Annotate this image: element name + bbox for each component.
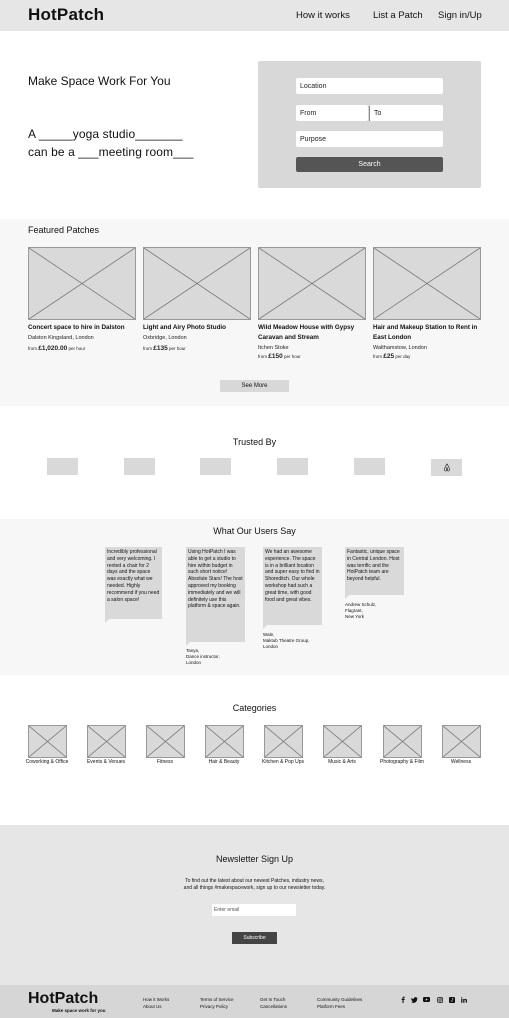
partner-logo [277,458,308,475]
card-location: Dalston Kingsland, London [28,335,94,341]
footer-logo[interactable]: HotPatch [28,990,99,1007]
category-label[interactable]: Fitness [156,759,174,765]
testimonial-author: Wale, Maktub Theatre Group, London [263,632,310,650]
card-location: Itchen Stoke [258,345,289,351]
partner-logo [354,458,385,475]
tiktok-icon[interactable] [448,996,455,1003]
purpose-input[interactable]: Purpose [296,131,443,147]
partner-logo [200,458,231,475]
testimonial-quote: Using HotPatch I was able to get a studio to hire within budget in such short notice! Absolute Stars! The host approved my booking immediately and we will definitely use this platform & space again. [186,547,245,642]
linkedin-icon[interactable] [460,996,467,1003]
card-price: from £1,020.00 per hour [28,345,86,352]
category-image[interactable] [323,725,362,758]
testimonial-quote: We had an awesome experience. The space is in a brilliant location and super easy to find in Shoreditch. Our whole workshop had such a great time, with good food and great vibes. [263,547,322,625]
from-input[interactable]: From [296,105,368,121]
category-label[interactable]: Wellness [450,759,472,765]
footer-tagline: Make space work for you [52,1008,106,1013]
see-more-button[interactable]: See More [220,380,289,392]
card-title[interactable]: Concert space to hire in Dalston [28,324,125,331]
hero-line-2: can be a ___meeting room___ [28,145,194,159]
newsletter-text: To find out the latest about our newest Patches, industry news, [185,878,324,884]
newsletter-text: and all things #makespacework, sign up to our newsletter today. [183,885,326,891]
card-title[interactable]: Light and Airy Photo Studio [143,324,227,331]
category-label[interactable]: Hair & Beauty [208,759,240,765]
instagram-icon[interactable] [436,996,443,1003]
to-input[interactable]: To [370,105,443,121]
category-label[interactable]: Kitchen & Pop Ups [262,759,304,765]
testimonial-author: Andrew Schulz, Flagrant, New York [345,602,377,620]
nav-sign-in[interactable]: Sign in/Up [438,10,482,21]
logo[interactable]: HotPatch [28,5,105,24]
card-price: from £150 per hour [258,353,301,360]
category-label[interactable]: Events & Venues [86,759,126,765]
footer-link-guidelines[interactable]: Community Guidelines [317,997,363,1002]
card-image[interactable] [28,247,136,320]
testimonial-quote: Incredibly professional and very welcoming. I rented a chair for 2 days and the space was exactly what we needed. Highly recommend if you need a salon space! [105,547,162,619]
category-image[interactable] [28,725,67,758]
footer-link-cancellations[interactable]: Cancellations [260,1004,288,1009]
card-image[interactable] [373,247,481,320]
footer-link-contact[interactable]: Get In Touch [260,997,286,1002]
facebook-icon[interactable] [399,996,406,1003]
card-image[interactable] [143,247,251,320]
airbnb-icon [443,463,451,472]
email-input[interactable]: Enter email [212,904,296,916]
category-image[interactable] [442,725,481,758]
subscribe-button[interactable]: Subscribe [232,932,277,944]
footer-link-how-it-works[interactable]: How it Works [143,997,170,1002]
search-button[interactable]: Search [296,157,443,172]
testimonials-title: What Our Users Say [213,526,296,536]
testimonial-quote: Fantastic, unique space in Central London. Host was terrific and the HotPatch team are beyond helpful. [345,547,404,595]
testimonials-section [0,519,509,675]
footer-link-privacy[interactable]: Privacy Policy [200,1004,229,1009]
hero-title: Make Space Work For You [28,74,171,88]
trusted-title: Trusted By [232,437,277,447]
youtube-icon[interactable] [423,996,430,1003]
category-label[interactable]: Coworking & Office [25,759,69,765]
hero-line-1: A _____yoga studio_______ [28,127,183,141]
location-input[interactable]: Location [296,78,443,94]
newsletter-title: Newsletter Sign Up [215,854,294,864]
category-label[interactable]: Music & Arts [328,759,356,765]
footer-link-terms[interactable]: Terms of Service [200,997,234,1002]
categories-title: Categories [232,703,277,713]
category-image[interactable] [146,725,185,758]
card-location: Walthamstow, London [373,345,427,351]
footer-link-fees[interactable]: Platform Fees [317,1004,346,1009]
featured-title: Featured Patches [28,225,100,235]
card-title[interactable]: Hair and Makeup Station to Rent in East London [373,324,478,341]
card-price: from £135 per hour [143,345,186,352]
nav-list-a-patch[interactable]: List a Patch [373,10,423,21]
airbnb-logo [431,459,462,476]
nav-how-it-works[interactable]: How it works [296,10,350,21]
category-image[interactable] [87,725,126,758]
category-image[interactable] [383,725,422,758]
card-location: Oxbridge, London [143,335,187,341]
card-image[interactable] [258,247,366,320]
footer-link-about-us[interactable]: About Us [143,1004,162,1009]
testimonial-author: Tanya, Dance instructor, London [186,648,220,666]
category-image[interactable] [205,725,244,758]
card-title[interactable]: Wild Meadow House with Gypsy Caravan and Stream [258,324,355,341]
card-price: from £25 per day [373,353,411,360]
partner-logo [47,458,78,475]
category-image[interactable] [264,725,303,758]
partner-logo [124,458,155,475]
category-label[interactable]: Photography & Film [380,759,424,765]
twitter-icon[interactable] [411,996,418,1003]
